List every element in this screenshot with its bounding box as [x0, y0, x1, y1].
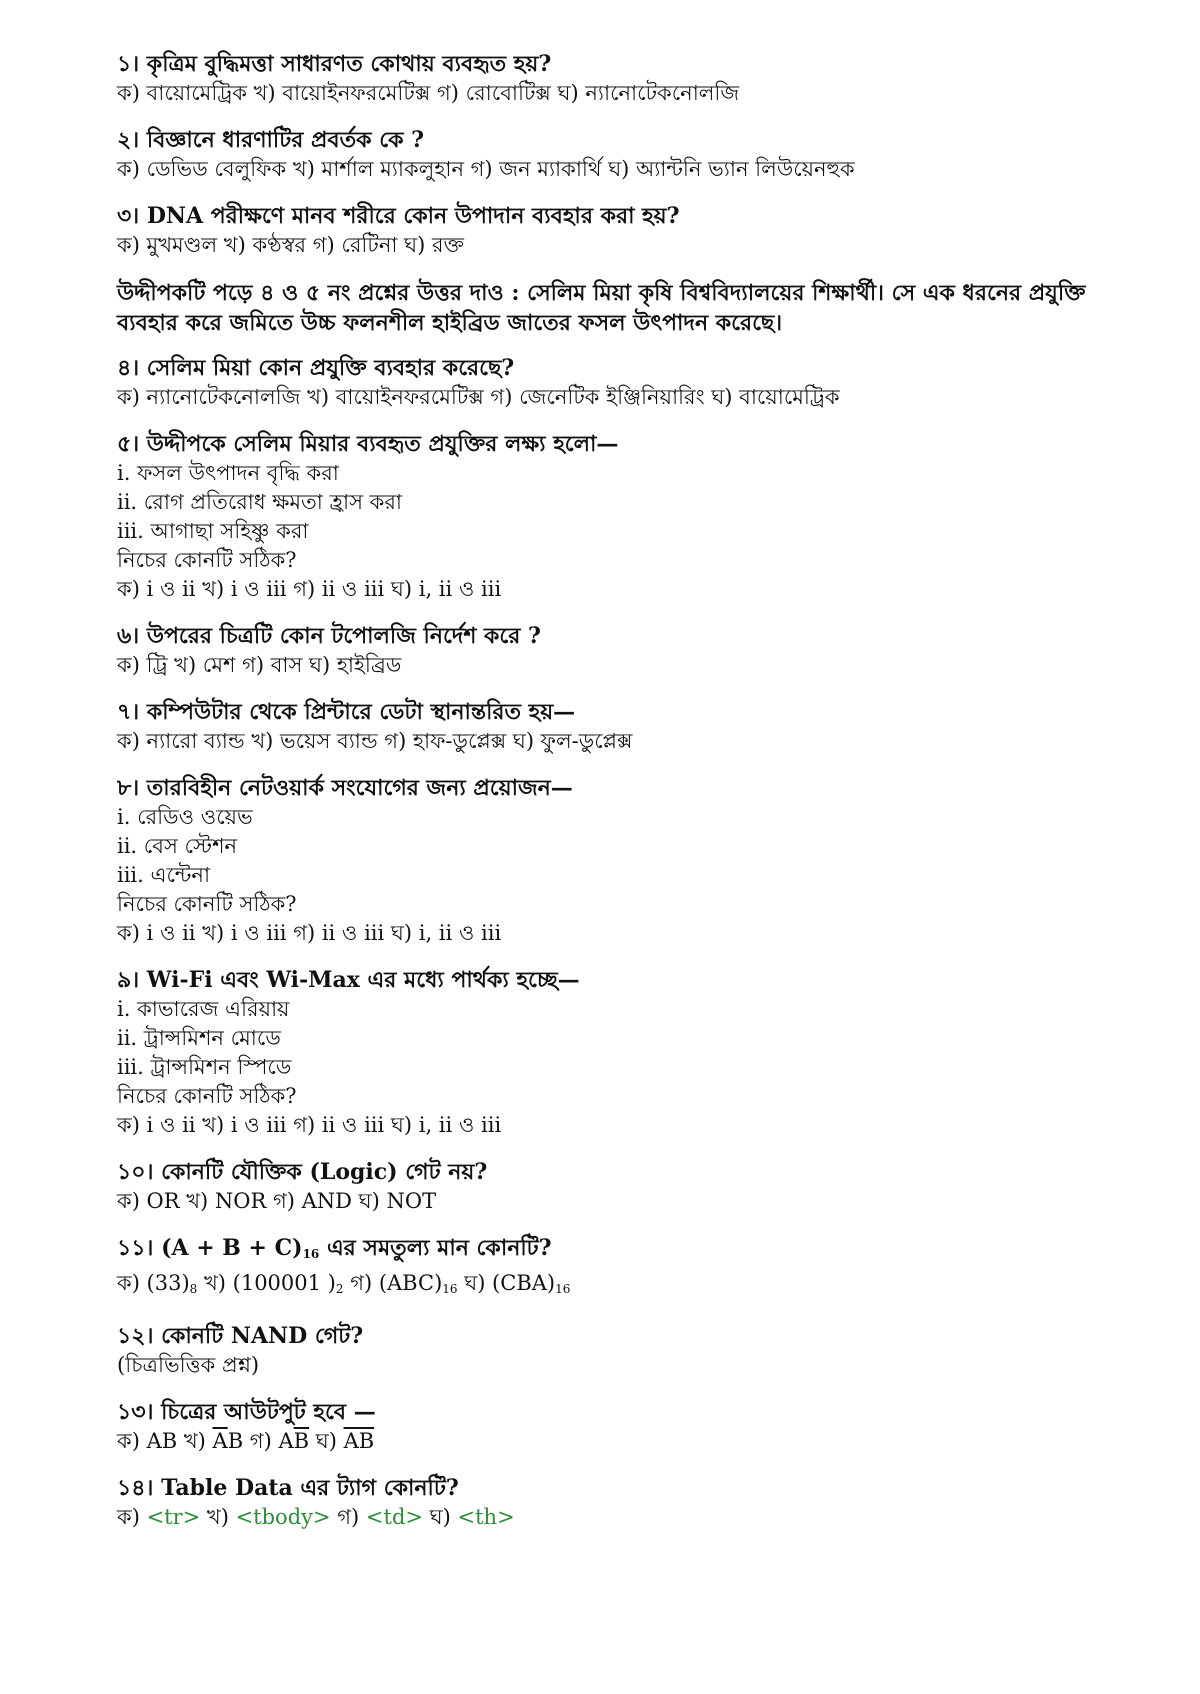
question-4 [117, 354, 1120, 412]
question-10 [117, 1158, 1120, 1216]
question-options: ক) i ও ii খ) i ও iii গ) ii ও iii ঘ) i, ii ও iii [117, 921, 502, 945]
question-6 [117, 622, 1120, 680]
question-14 [117, 1474, 1120, 1532]
option-b-complement: $\overline{A}$ [212, 1429, 228, 1453]
question-options [117, 1269, 1120, 1304]
question-options: ক) i ও ii খ) i ও iii গ) ii ও iii ঘ) i, ii ও iii [117, 577, 502, 601]
base-subscript: 2 [335, 1282, 344, 1296]
option-prefix: খ) [200, 1505, 236, 1529]
base-subscript: 16 [442, 1282, 458, 1296]
question-stem: ১৪। Table Data এর ট্যাগ কোনটি? [117, 1475, 459, 1501]
statement-item: ii. রোগ প্রতিরোধ ক্ষমতা হ্রাস করা [117, 490, 402, 514]
option-a-tag: <tr> [146, 1505, 201, 1529]
option-c: A [278, 1429, 294, 1453]
option-b-tag: <tbody> [235, 1505, 331, 1529]
statement-item: iii. ট্রান্সমিশন স্পিডে [117, 1055, 292, 1079]
question-stem: ৩। DNA পরীক্ষণে মানব শরীরে কোন উপাদান ব্যবহার করা হয়? [117, 203, 680, 229]
base-subscript: 16 [555, 1282, 571, 1296]
stem-text: ১১। (A + B + C) [117, 1235, 303, 1261]
question-options: ক) OR খ) NOR গ) AND ঘ) NOT [117, 1189, 437, 1213]
question-1 [117, 50, 1120, 108]
question-8 [117, 774, 1120, 948]
option-d: ঘ) (CBA) [457, 1271, 556, 1295]
base-subscript: 8 [189, 1282, 198, 1296]
question-13 [117, 1398, 1120, 1456]
question-options: ক) ডেভিড বেলুফিক খ) মার্শাল ম্যাকলুহান গ) জন ম্যাকার্থি ঘ) অ্যান্টনি ভ্যান লিউয়েনহুক [117, 157, 855, 181]
question-options: ক) ন্যানোটেকনোলজি খ) বায়োইনফরমেটিক্স গ) জেনেটিক ইঞ্জিনিয়ারিং ঘ) বায়োমেট্রিক [117, 385, 840, 409]
option-prefix: খ) [177, 1429, 213, 1453]
question-prompt: নিচের কোনটি সঠিক? [117, 1084, 297, 1108]
statement-item: iii. এন্টেনা [117, 863, 211, 887]
question-stem: ১৩। চিত্রের আউটপুট হবে — [117, 1399, 376, 1425]
question-9 [117, 966, 1120, 1140]
option-prefix: ঘ) [423, 1505, 458, 1529]
question-options: ক) মুখমণ্ডল খ) কণ্ঠস্বর গ) রেটিনা ঘ) রক্ত [117, 233, 464, 257]
option-c-complement: $\overline{B}$ [293, 1429, 310, 1453]
question-stem: ৮। তারবিহীন নেটওয়ার্ক সংযোগের জন্য প্রয়োজন— [117, 775, 573, 801]
option-prefix: ক) [117, 1505, 147, 1529]
option-a: AB [146, 1429, 178, 1453]
question-stem: ৬। উপরের চিত্রটি কোন টপোলজি নির্দেশ করে ? [117, 623, 541, 649]
question-12 [117, 1322, 1120, 1380]
question-prompt: নিচের কোনটি সঠিক? [117, 548, 297, 572]
statement-item: ii. ট্রান্সমিশন মোডে [117, 1026, 281, 1050]
stem-text: এর সমতুল্য মান কোনটি? [319, 1235, 552, 1261]
option-a: ক) (33) [117, 1271, 190, 1295]
question-options: ক) বায়োমেট্রিক খ) বায়োইনফরমেটিক্স গ) রোবোটিক্স ঘ) ন্যানোটেকনোলজি [117, 81, 740, 105]
question-3 [117, 202, 1120, 260]
statement-item: ii. বেস স্টেশন [117, 834, 238, 858]
question-stem [117, 1234, 1120, 1269]
statement-item: i. ফসল উৎপাদন বৃদ্ধি করা [117, 461, 339, 485]
option-prefix: গ) [243, 1429, 279, 1453]
question-options: ক) ন্যারো ব্যান্ড খ) ভয়েস ব্যান্ড গ) হাফ-ডুপ্লেক্স ঘ) ফুল-ডুপ্লেক্স [117, 729, 633, 753]
question-stem: ১০। কোনটি যৌক্তিক (Logic) গেট নয়? [117, 1159, 488, 1185]
question-11 [117, 1234, 1120, 1304]
question-stem: ৪। সেলিম মিয়া কোন প্রযুক্তি ব্যবহার করেছে? [117, 355, 515, 381]
statement-item: iii. আগাছা সহিষ্ণু করা [117, 519, 309, 543]
option-d-tag: <th> [457, 1505, 515, 1529]
question-note: (চিত্রভিত্তিক প্রশ্ন) [117, 1353, 260, 1377]
option-c-tag: <td> [365, 1505, 423, 1529]
question-5 [117, 430, 1120, 604]
question-stem: ৫। উদ্দীপকে সেলিম মিয়ার ব্যবহৃত প্রযুক্তির লক্ষ্য হলো— [117, 431, 619, 457]
option-d-complement: $\overline{AB}$ [343, 1429, 375, 1453]
question-options [117, 1427, 1120, 1456]
statement-item: i. রেডিও ওয়েভ [117, 805, 253, 829]
question-stem: ২। বিজ্ঞানে ধারণাটির প্রবর্তক কে ? [117, 127, 425, 153]
statement-item: i. কাভারেজ এরিয়ায় [117, 997, 290, 1021]
question-options: ক) i ও ii খ) i ও iii গ) ii ও iii ঘ) i, ii ও iii [117, 1113, 502, 1137]
option-prefix: ঘ) [309, 1429, 344, 1453]
option-prefix: ক) [117, 1429, 147, 1453]
question-stem: ১। কৃত্রিম বুদ্ধিমত্তা সাধারণত কোথায় ব্যবহৃত হয়? [117, 51, 552, 77]
option-c: গ) (ABC) [343, 1271, 443, 1295]
question-2 [117, 126, 1120, 184]
question-stem: ৯। Wi-Fi এবং Wi-Max এর মধ্যে পার্থক্য হচ্ছে— [117, 967, 580, 993]
question-stem: ১২। কোনটি NAND গেট? [117, 1323, 364, 1349]
question-options [117, 1503, 1120, 1532]
option-prefix: গ) [330, 1505, 366, 1529]
option-b: খ) (100001 ) [197, 1271, 336, 1295]
question-options: ক) ট্রি খ) মেশ গ) বাস ঘ) হাইব্রিড [117, 653, 402, 677]
option-b: B [227, 1429, 244, 1453]
stimulus-passage: উদ্দীপকটি পড়ে ৪ ও ৫ নং প্রশ্নের উত্তর দাও : সেলিম মিয়া কৃষি বিশ্ববিদ্যালয়ের শিক্ষার্থী। সে এক ধরনের প্রযুক্তি ব্যবহার করে জমিতে উচ্চ ফলনশীল হাইব্রিড জাতের ফসল উৎপাদন করেছে। [117, 280, 1086, 336]
base-subscript: 16 [302, 1247, 320, 1261]
question-stem: ৭। কম্পিউটার থেকে প্রিন্টারে ডেটা স্থানান্তরিত হয়— [117, 699, 576, 725]
question-7 [117, 698, 1120, 756]
question-prompt: নিচের কোনটি সঠিক? [117, 892, 297, 916]
